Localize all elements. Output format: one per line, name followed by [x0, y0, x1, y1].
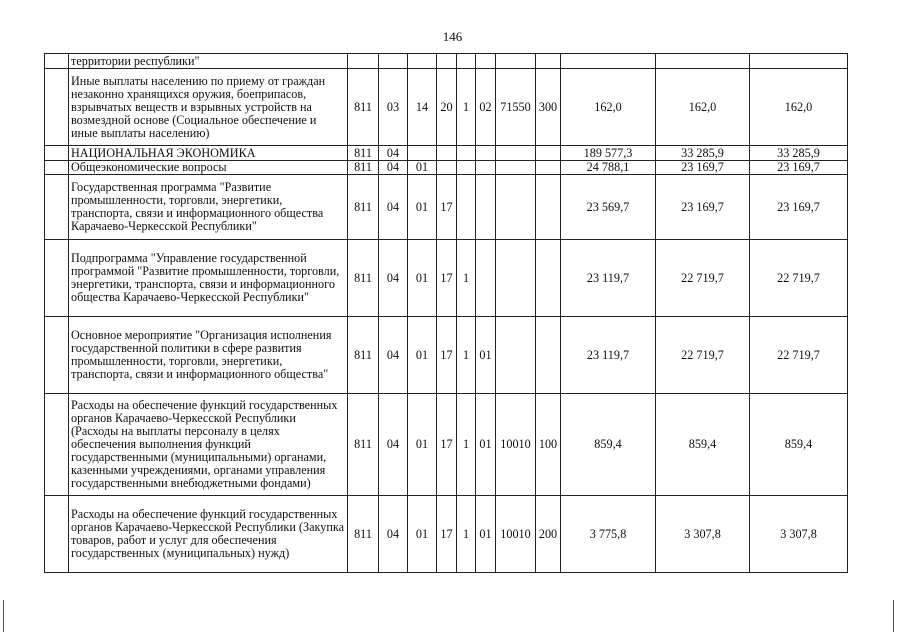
row-index-cell — [45, 69, 69, 146]
code-cell-8 — [536, 54, 561, 69]
amount-cell-1: 859,4 — [561, 394, 656, 496]
code-cell-5: 1 — [457, 240, 476, 317]
scan-edge-left — [3, 600, 4, 632]
amount-cell-3 — [750, 54, 848, 69]
code-cell-2: 04 — [379, 240, 408, 317]
amount-cell-1: 23 569,7 — [561, 175, 656, 240]
code-cell-1: 811 — [348, 496, 379, 573]
row-index-cell — [45, 54, 69, 69]
table-row — [45, 69, 848, 146]
code-cell-2 — [379, 54, 408, 69]
row-name: НАЦИОНАЛЬНАЯ ЭКОНОМИКА — [69, 146, 348, 161]
code-cell-2: 04 — [379, 496, 408, 573]
amount-cell-1: 162,0 — [561, 69, 656, 146]
code-cell-8 — [536, 240, 561, 317]
amount-cell-2: 3 307,8 — [656, 496, 750, 573]
code-cell-4: 17 — [437, 240, 457, 317]
table-row — [45, 146, 848, 161]
code-cell-2: 03 — [379, 69, 408, 146]
code-cell-8: 100 — [536, 394, 561, 496]
row-name: Расходы на обеспечение функций государственных органов Карачаево-Черкесской Республики (Закупка товаров, работ и услуг для обеспечения государственных (муниципальных) нужд) — [69, 496, 348, 573]
row-name: Иные выплаты населению по приему от граждан незаконно хранящихся оружия, боеприпасов, взрывчатых веществ и взрывных устройств на возмездной основе (Социальное обеспечение и иные выплаты населению) — [69, 69, 348, 146]
amount-cell-1 — [561, 54, 656, 69]
code-cell-3: 01 — [408, 175, 437, 240]
amount-cell-3: 859,4 — [750, 394, 848, 496]
code-cell-1: 811 — [348, 69, 379, 146]
code-cell-3: 01 — [408, 317, 437, 394]
code-cell-5: 1 — [457, 317, 476, 394]
code-cell-5 — [457, 161, 476, 175]
amount-cell-3: 3 307,8 — [750, 496, 848, 573]
table-row — [45, 496, 848, 573]
code-cell-6 — [476, 175, 496, 240]
code-cell-8 — [536, 175, 561, 240]
code-cell-6 — [476, 54, 496, 69]
code-cell-1 — [348, 54, 379, 69]
table-row — [45, 54, 848, 69]
code-cell-3: 01 — [408, 496, 437, 573]
code-cell-1: 811 — [348, 146, 379, 161]
code-cell-3: 14 — [408, 69, 437, 146]
row-name: территории республики" — [69, 54, 348, 69]
budget-table — [44, 53, 848, 573]
code-cell-6 — [476, 146, 496, 161]
code-cell-7: 71550 — [496, 69, 536, 146]
code-cell-7 — [496, 146, 536, 161]
amount-cell-3: 23 169,7 — [750, 161, 848, 175]
code-cell-4 — [437, 161, 457, 175]
code-cell-4: 20 — [437, 69, 457, 146]
code-cell-6: 01 — [476, 496, 496, 573]
amount-cell-3: 22 719,7 — [750, 317, 848, 394]
code-cell-4: 17 — [437, 496, 457, 573]
code-cell-1: 811 — [348, 175, 379, 240]
code-cell-3: 01 — [408, 394, 437, 496]
code-cell-1: 811 — [348, 161, 379, 175]
code-cell-3 — [408, 146, 437, 161]
row-name: Расходы на обеспечение функций государственных органов Карачаево-Черкесской Республики (Расходы на выплаты персоналу в целях обеспечения выполнения функций государственными (муниципальными) органами, казенными учреждениями, органами управления государственными внебюджетными фондами) — [69, 394, 348, 496]
code-cell-3: 01 — [408, 240, 437, 317]
code-cell-7 — [496, 175, 536, 240]
row-index-cell — [45, 240, 69, 317]
code-cell-4 — [437, 54, 457, 69]
amount-cell-2: 22 719,7 — [656, 240, 750, 317]
code-cell-6 — [476, 161, 496, 175]
code-cell-7 — [496, 240, 536, 317]
amount-cell-3: 23 169,7 — [750, 175, 848, 240]
table-row — [45, 240, 848, 317]
amount-cell-3: 162,0 — [750, 69, 848, 146]
code-cell-5 — [457, 146, 476, 161]
code-cell-2: 04 — [379, 317, 408, 394]
row-index-cell — [45, 161, 69, 175]
code-cell-8: 300 — [536, 69, 561, 146]
amount-cell-2: 859,4 — [656, 394, 750, 496]
amount-cell-2: 33 285,9 — [656, 146, 750, 161]
code-cell-5 — [457, 175, 476, 240]
amount-cell-2: 22 719,7 — [656, 317, 750, 394]
amount-cell-1: 23 119,7 — [561, 240, 656, 317]
amount-cell-1: 3 775,8 — [561, 496, 656, 573]
code-cell-8: 200 — [536, 496, 561, 573]
code-cell-7: 10010 — [496, 496, 536, 573]
amount-cell-1: 23 119,7 — [561, 317, 656, 394]
code-cell-2: 04 — [379, 175, 408, 240]
amount-cell-2: 23 169,7 — [656, 175, 750, 240]
code-cell-2: 04 — [379, 394, 408, 496]
row-index-cell — [45, 394, 69, 496]
row-index-cell — [45, 175, 69, 240]
code-cell-6 — [476, 240, 496, 317]
table-row — [45, 317, 848, 394]
code-cell-2: 04 — [379, 146, 408, 161]
code-cell-3 — [408, 54, 437, 69]
row-index-cell — [45, 496, 69, 573]
code-cell-4: 17 — [437, 394, 457, 496]
code-cell-7 — [496, 317, 536, 394]
scan-edge-right — [893, 600, 894, 632]
amount-cell-2: 23 169,7 — [656, 161, 750, 175]
amount-cell-1: 24 788,1 — [561, 161, 656, 175]
amount-cell-3: 33 285,9 — [750, 146, 848, 161]
code-cell-8 — [536, 317, 561, 394]
table-row — [45, 175, 848, 240]
amount-cell-3: 22 719,7 — [750, 240, 848, 317]
code-cell-5: 1 — [457, 69, 476, 146]
code-cell-4: 17 — [437, 175, 457, 240]
table-row — [45, 161, 848, 175]
code-cell-5 — [457, 54, 476, 69]
code-cell-5: 1 — [457, 496, 476, 573]
code-cell-7: 10010 — [496, 394, 536, 496]
code-cell-3: 01 — [408, 161, 437, 175]
row-name: Основное мероприятие "Организация исполнения государственной политики в сфере развития промышленности, торговли, энергетики, транспорта, связи и информационного общества" — [69, 317, 348, 394]
code-cell-2: 04 — [379, 161, 408, 175]
row-index-cell — [45, 317, 69, 394]
code-cell-7 — [496, 54, 536, 69]
code-cell-1: 811 — [348, 240, 379, 317]
amount-cell-2 — [656, 54, 750, 69]
row-name: Государственная программа "Развитие промышленности, торговли, энергетики, транспорта, связи и информационного общества Карачаево-Черкесской Республики" — [69, 175, 348, 240]
code-cell-1: 811 — [348, 394, 379, 496]
amount-cell-2: 162,0 — [656, 69, 750, 146]
code-cell-4 — [437, 146, 457, 161]
code-cell-6: 01 — [476, 317, 496, 394]
table-row — [45, 394, 848, 496]
code-cell-1: 811 — [348, 317, 379, 394]
code-cell-8 — [536, 146, 561, 161]
code-cell-6: 02 — [476, 69, 496, 146]
amount-cell-1: 189 577,3 — [561, 146, 656, 161]
row-name: Общеэкономические вопросы — [69, 161, 348, 175]
row-name: Подпрограмма "Управление государственной программой "Развитие промышленности, торговли, энергетики, транспорта, связи и информационного общества Карачаево-Черкесской Республики" — [69, 240, 348, 317]
code-cell-8 — [536, 161, 561, 175]
code-cell-7 — [496, 161, 536, 175]
row-index-cell — [45, 146, 69, 161]
code-cell-4: 17 — [437, 317, 457, 394]
code-cell-6: 01 — [476, 394, 496, 496]
page-number: 146 — [442, 29, 463, 44]
code-cell-5: 1 — [457, 394, 476, 496]
